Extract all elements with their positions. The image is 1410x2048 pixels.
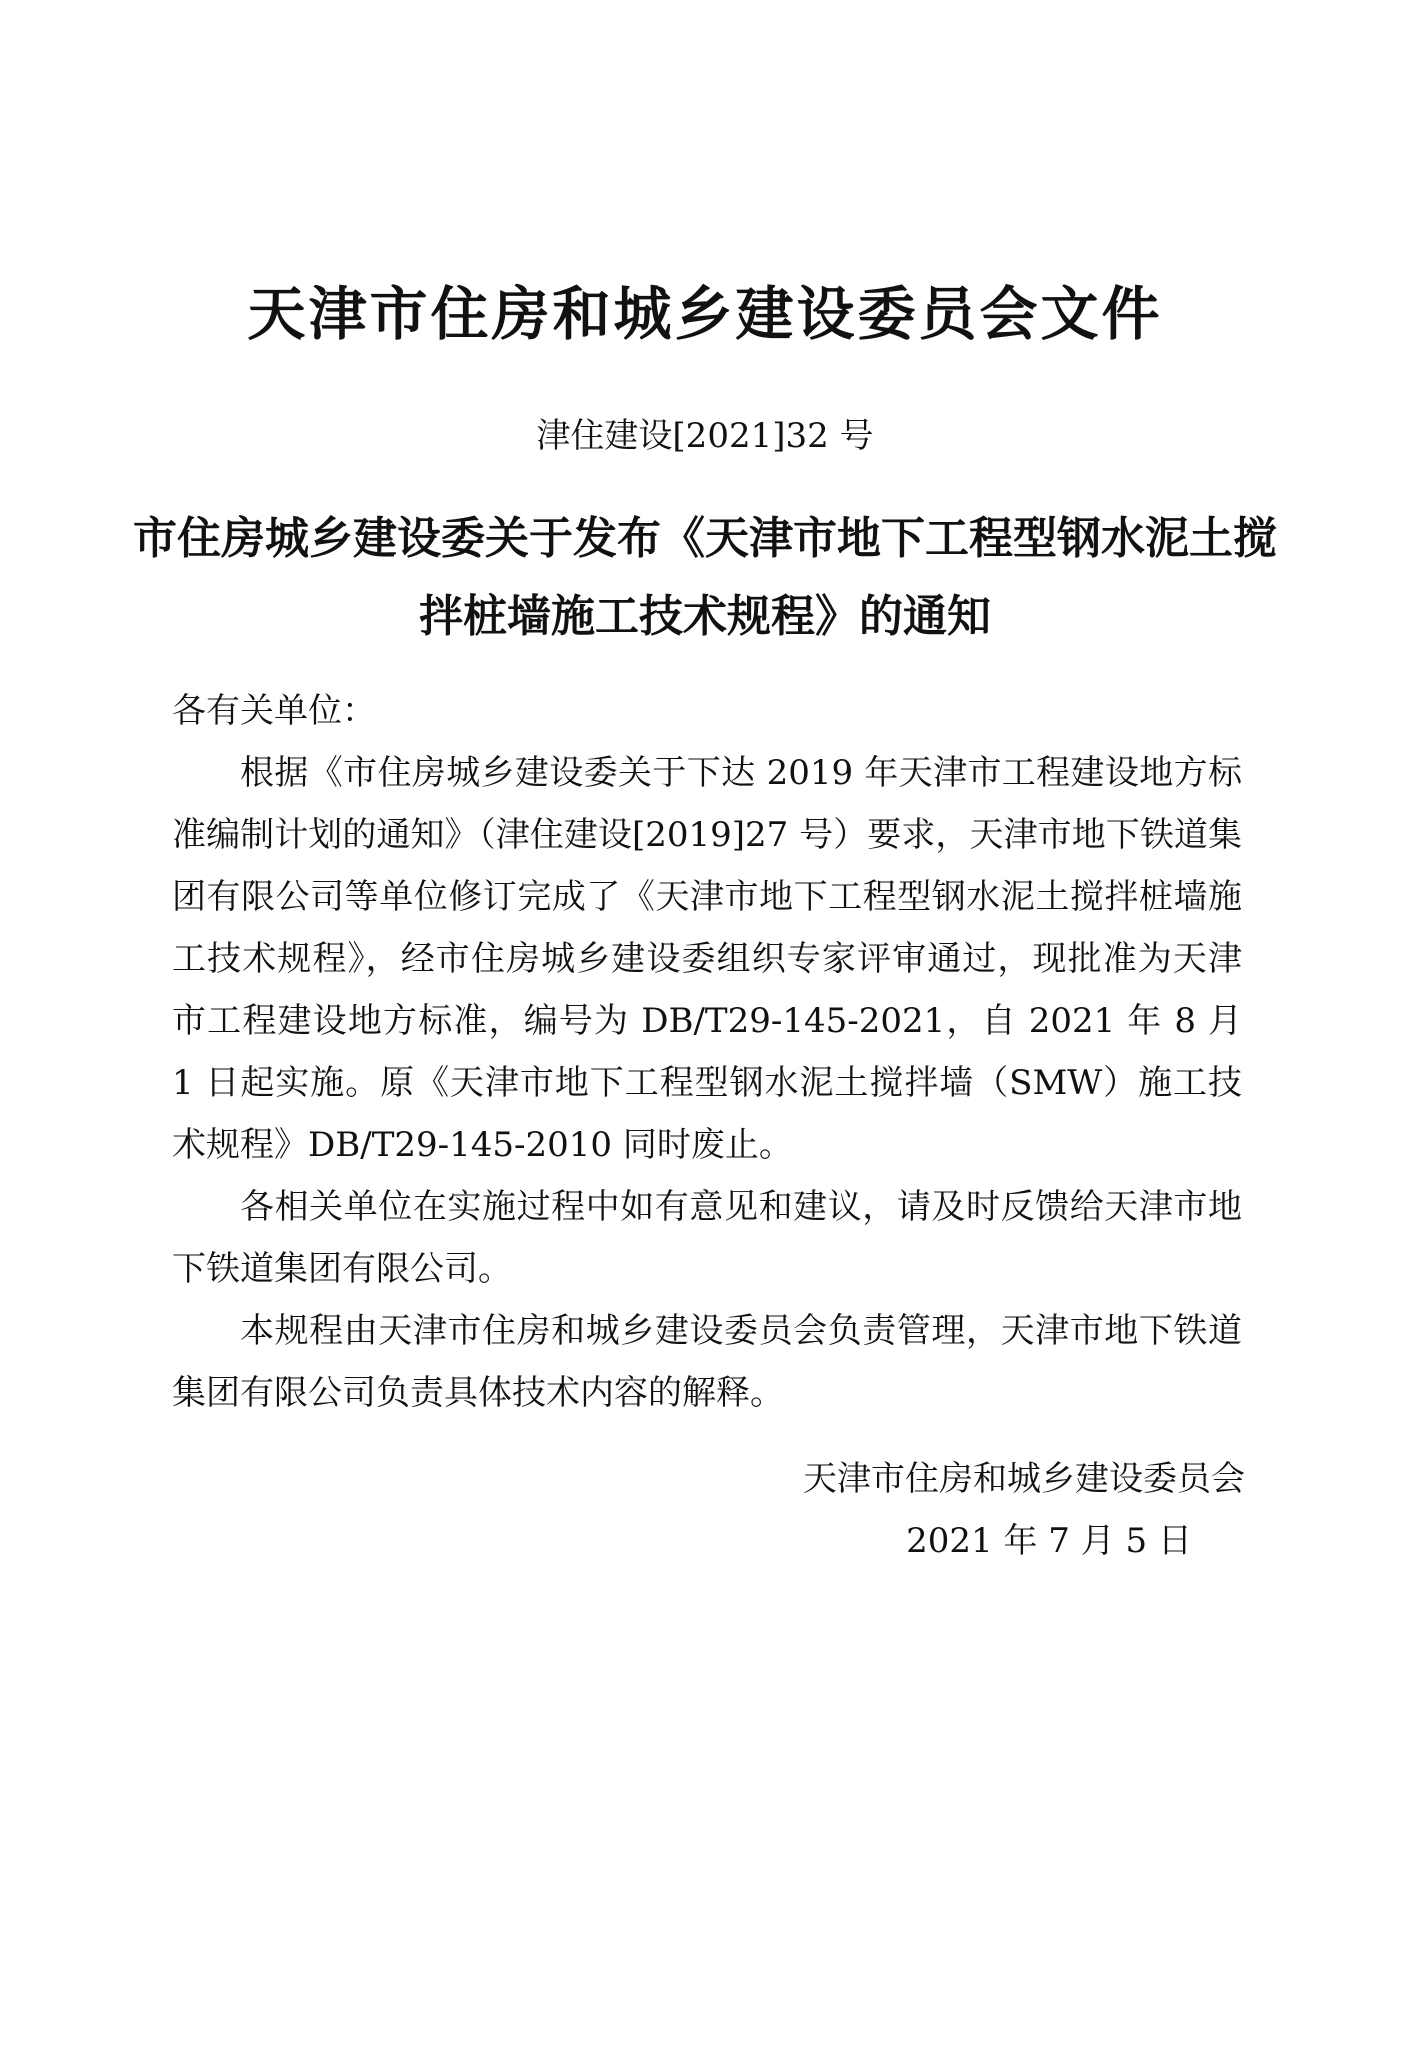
- notice-title: 市住房城乡建设委关于发布《天津市地下工程型钢水泥土搅拌桩墙施工技术规程》的通知: [133, 513, 1277, 642]
- body-paragraph-2: 各相关单位在实施过程中如有意见和建议，请及时反馈给天津市地下铁道集团有限公司。: [172, 1187, 1242, 1289]
- body-paragraph-3: 本规程由天津市住房和城乡建设委员会负责管理，天津市地下铁道集团有限公司负责具体技术内容的解释。: [172, 1311, 1242, 1413]
- document-number: 津住建设[2021]32 号: [536, 416, 874, 456]
- body-paragraph-1: 根据《市住房城乡建设委关于下达 2019 年天津市工程建设地方标准编制计划的通知》（津住建设[2019]27 号）要求，天津市地下铁道集团有限公司等单位修订完成了《天津市地下工程型钢水泥土搅拌桩墙施工技术规程》，经市住房城乡建设委组织专家评审通过，现批准为天津市工程建设地方标准，编号为 DB/T29-145-2021，自 2021 年 8 月 1 日起实施。原《天津市地下工程型钢水泥土搅拌墙（SMW）施工技术规程》DB/T29-145-2010 同时废止。: [172, 753, 1242, 1165]
- issuer-signature: 天津市住房和城乡建设委员会: [803, 1459, 1245, 1499]
- document-header-title: 天津市住房和城乡建设委员会文件: [247, 280, 1163, 348]
- issue-date: 2021 年 7 月 5 日: [906, 1521, 1192, 1561]
- salutation: 各有关单位：: [172, 691, 376, 731]
- notice-body: [172, 680, 1242, 1424]
